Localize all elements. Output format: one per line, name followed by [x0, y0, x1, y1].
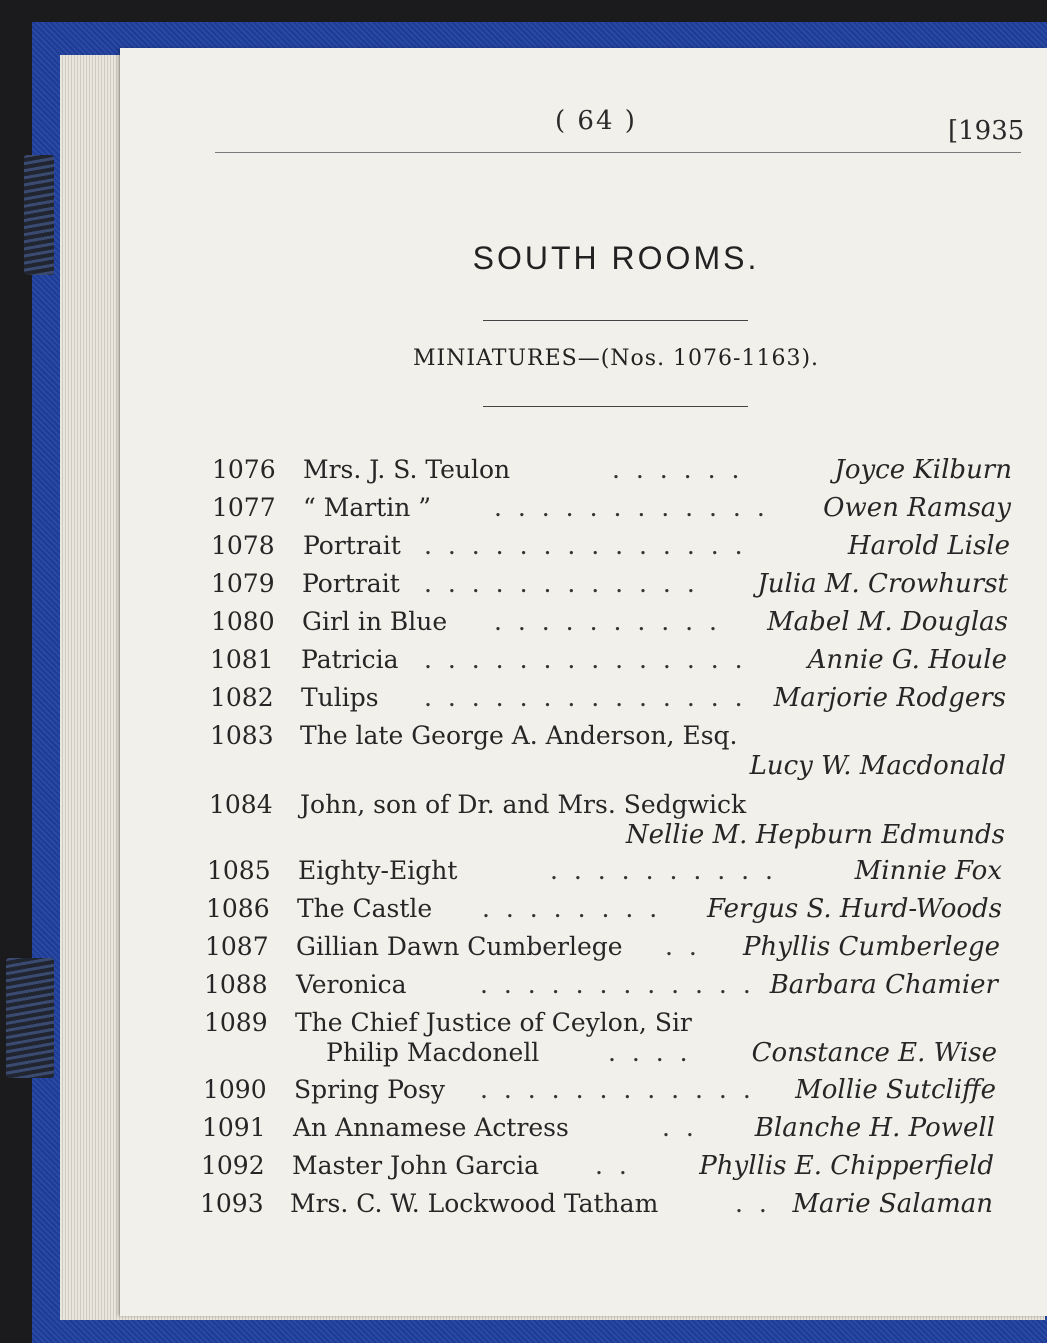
catalogue-entry: [0, 493, 1047, 533]
catalogue-entry: [0, 1075, 1047, 1115]
dot-leader: . . . . . . . . . . . . . .: [424, 531, 747, 560]
subtitle-rule: [483, 406, 748, 407]
entry-artist: Blanche H. Powell: [754, 1113, 995, 1143]
dot-leader: . .: [735, 1189, 771, 1218]
entry-number: 1084: [209, 790, 273, 819]
dot-leader: . . . . . . . . . . . .: [494, 493, 769, 522]
header-rule: [215, 152, 1021, 153]
dot-leader: . . . . . . . .: [482, 894, 662, 923]
entry-title: Portrait: [303, 531, 401, 560]
entry-artist: Minnie Fox: [854, 856, 1002, 886]
catalogue-entry: [0, 1151, 1047, 1191]
entry-title: Gillian Dawn Cumberlege: [296, 932, 623, 961]
dot-leader: . . . . . . . . . . . .: [480, 1075, 755, 1104]
entry-artist: Julia M. Crowhurst: [757, 569, 1008, 599]
entry-title: Mrs. C. W. Lockwood Tatham: [290, 1189, 659, 1218]
entry-artist: Fergus S. Hurd-Woods: [707, 894, 1002, 924]
entry-number: 1092: [201, 1151, 265, 1180]
entry-artist: Annie G. Houle: [807, 645, 1007, 675]
entry-title: Girl in Blue: [302, 607, 448, 636]
dot-leader: . . . . . . . . . .: [494, 607, 721, 636]
entry-artist: Phyllis E. Chipperfield: [699, 1151, 994, 1181]
entry-title: Veronica: [296, 970, 407, 999]
catalogue-entry: [0, 721, 1047, 781]
entry-artist: Marjorie Rodgers: [773, 683, 1006, 713]
entry-number: 1082: [210, 683, 274, 712]
entry-number: 1080: [211, 607, 275, 636]
entry-artist: Mabel M. Douglas: [767, 607, 1008, 637]
entry-number: 1087: [205, 932, 269, 961]
entry-title: The late George A. Anderson, Esq.: [300, 721, 738, 750]
entry-number: 1079: [211, 569, 275, 598]
entry-number: 1090: [203, 1075, 267, 1104]
entry-number: 1085: [207, 856, 271, 885]
entry-title: “ Martin ”: [303, 493, 432, 522]
dot-leader: . . . . . .: [612, 455, 744, 484]
catalogue-entry: [0, 531, 1047, 571]
catalogue-entry: [0, 569, 1047, 609]
dot-leader: . . . .: [608, 1038, 692, 1067]
catalogue-entry: [0, 856, 1047, 896]
entry-number: 1091: [202, 1113, 266, 1142]
catalogue-entry: [0, 970, 1047, 1010]
entry-title: An Annamese Actress: [293, 1113, 569, 1142]
dot-leader: . . . . . . . . . . . . . .: [424, 683, 747, 712]
catalogue-entry: [0, 1008, 1047, 1080]
page-number: ( 64 ): [555, 106, 637, 136]
dot-leader: . .: [662, 1113, 698, 1142]
entry-number: 1088: [204, 970, 268, 999]
entry-title: The Chief Justice of Ceylon, Sir: [295, 1008, 692, 1037]
catalogue-entry: [0, 1113, 1047, 1153]
section-title: SOUTH ROOMS.: [472, 240, 760, 276]
entry-title: John, son of Dr. and Mrs. Sedgwick: [300, 790, 747, 819]
catalogue-entry: [0, 1189, 1047, 1229]
entry-artist: Phyllis Cumberlege: [743, 932, 1000, 962]
entry-artist: Marie Salaman: [792, 1189, 993, 1219]
entry-number: 1093: [200, 1189, 264, 1218]
entry-artist: Harold Lisle: [847, 531, 1010, 561]
entry-artist: Mollie Sutcliffe: [795, 1075, 996, 1105]
dot-leader: . .: [595, 1151, 631, 1180]
entry-title: Patricia: [301, 645, 399, 674]
entry-number: 1083: [210, 721, 274, 750]
entry-number: 1078: [211, 531, 275, 560]
entry-artist: Lucy W. Macdonald: [749, 751, 1006, 781]
entry-title: Eighty-Eight: [298, 856, 458, 885]
entry-number: 1086: [206, 894, 270, 923]
page-year: [1935: [948, 116, 1025, 146]
entry-artist: Owen Ramsay: [823, 493, 1011, 523]
catalogue-entry: [0, 790, 1047, 850]
entry-title: Spring Posy: [294, 1075, 445, 1104]
entry-title-continued: Philip Macdonell: [326, 1038, 540, 1067]
catalogue-entry: [0, 894, 1047, 934]
entry-artist: Joyce Kilburn: [834, 455, 1012, 485]
dot-leader: . . . . . . . . . . . .: [480, 970, 755, 999]
entry-title: Mrs. J. S. Teulon: [303, 455, 511, 484]
catalogue-entry: [0, 645, 1047, 685]
entry-number: 1081: [210, 645, 274, 674]
catalogue-entry: [0, 607, 1047, 647]
entry-title: The Castle: [297, 894, 433, 923]
catalogue-entry: [0, 683, 1047, 723]
entry-title: Master John Garcia: [292, 1151, 540, 1180]
dot-leader: . .: [665, 932, 701, 961]
dot-leader: . . . . . . . . . .: [550, 856, 777, 885]
dot-leader: . . . . . . . . . . . . . .: [424, 645, 747, 674]
dot-leader: . . . . . . . . . . . .: [424, 569, 699, 598]
entry-number: 1077: [212, 493, 276, 522]
entry-artist: Nellie M. Hepburn Edmunds: [625, 820, 1005, 850]
entry-number: 1076: [212, 455, 276, 484]
catalogue-entry: [0, 932, 1047, 972]
catalogue-entry: [0, 455, 1047, 495]
entry-title: Tulips: [301, 683, 379, 712]
section-subtitle: MINIATURES—(Nos. 1076-1163).: [412, 346, 820, 371]
entry-title: Portrait: [302, 569, 400, 598]
title-rule: [483, 320, 748, 321]
entry-number: 1089: [204, 1008, 268, 1037]
entry-artist: Barbara Chamier: [769, 970, 998, 1000]
entry-artist: Constance E. Wise: [751, 1038, 997, 1068]
